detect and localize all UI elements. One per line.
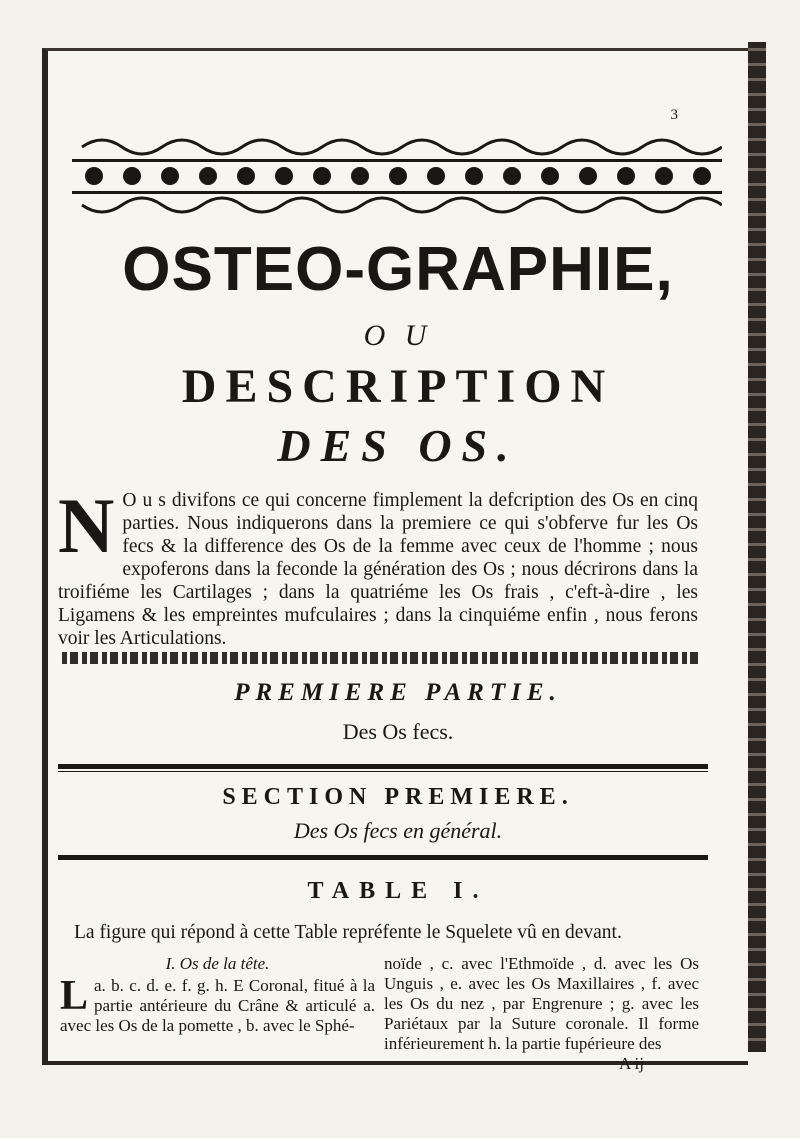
part-subtitle: Des Os fecs. [342,719,454,744]
intro-paragraph [58,482,698,650]
binding-edge [748,42,766,1052]
table-caption: La figure qui répond à cette Table repréfente le Squelete vû en devant. [74,922,622,943]
title-ou: O U [363,319,433,352]
right-text: noïde , c. avec l'Ethmoïde , d. avec les Os Unguis , e. avec les Os Maxillaires , f. avec les Os du nez , par Engrenure ; g. avec les Pariétaux par la Suture coronale. Il forme inférieurement h. la partie fupérieure des [384,954,699,1053]
rule-divider [58,764,708,769]
part-title: PREMIERE PARTIE. [234,679,562,706]
left-text: E Coronal, fitué à la partie antérieure du Crâne & articulé a. avec les Os de la pomette , b. avec le Sphé- [60,976,375,1035]
section-subtitle: Des Os fecs en général. [293,818,503,843]
table-title: TABLE I. [307,878,489,904]
ornamental-divider [62,652,698,664]
title-description: DESCRIPTION [181,360,615,413]
right-column [384,954,699,1074]
page-number: 3 [670,107,678,123]
rule-divider [58,771,708,772]
book-page [42,48,748,1073]
left-dropcap: L [60,973,89,1019]
title-main: OSTEO-GRAPHIE, [122,235,674,304]
intro-text: O u s divifons ce qui concerne fimplement la defcription des Os en cinq parties. Nous indiquerons dans la premiere ce qui s'obferve fur les Os fecs & la difference des Os de la femme avec ceux de l'homme ; nous expoferons dans la feconde la génération des Os ; nous décrirons dans la troifiéme les Cartilages ; dans la quatriéme les Os frais , c'eft-à-dire , les Ligamens & les empreintes mufculaires ; dans la cinquiéme enfin , nous ferons voir les Articulations. [58,490,698,649]
left-column [60,954,375,1036]
section-title: SECTION PREMIERE. [222,784,574,810]
intro-dropcap: N [58,482,115,569]
ornamental-header-icon [72,129,722,219]
left-column-heading: I. Os de la tête. [165,954,270,973]
signature-mark: A ij [618,1054,645,1073]
title-des-os: DES OS. [277,420,519,471]
left-prefix: a. b. c. d. e. f. g. h. [94,976,228,995]
rule-divider [58,855,708,860]
